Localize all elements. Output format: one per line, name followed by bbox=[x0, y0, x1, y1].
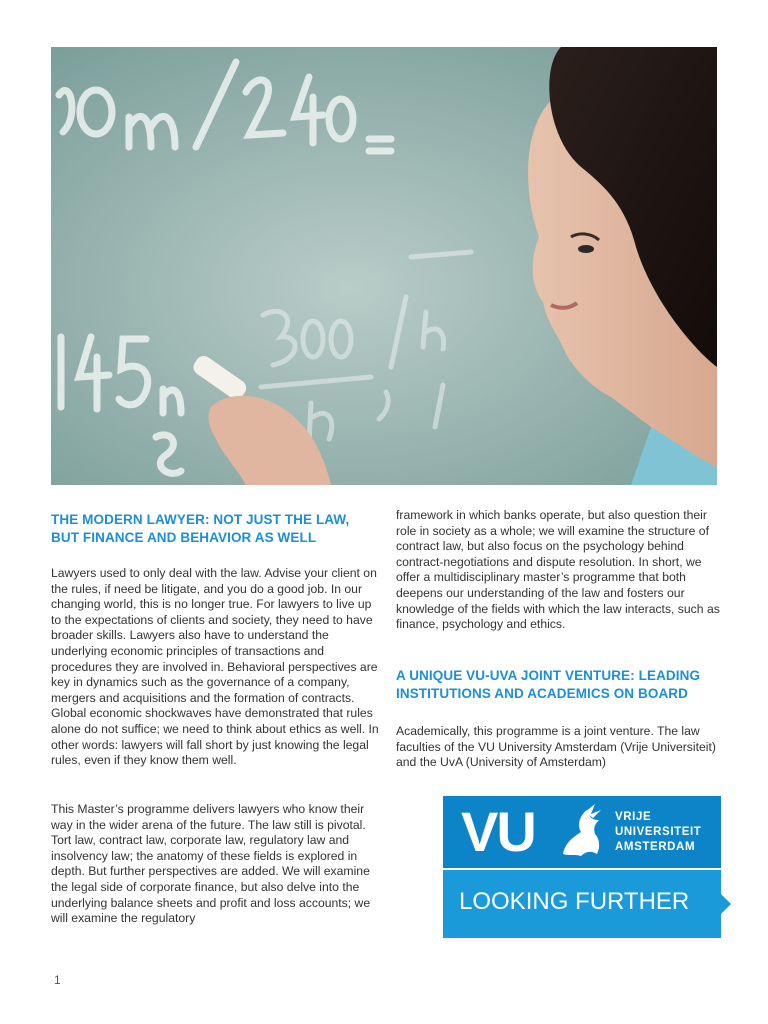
page-number: 1 bbox=[54, 973, 61, 987]
section-heading-joint-venture bbox=[396, 667, 726, 703]
hero-photo bbox=[51, 47, 717, 485]
heading-line: INSTITUTIONS AND ACADEMICS ON BOARD bbox=[396, 686, 688, 701]
vu-logo bbox=[443, 796, 721, 938]
heading-line: A UNIQUE VU-UVA JOINT VENTURE: LEADING bbox=[396, 668, 701, 683]
university-name bbox=[615, 810, 701, 855]
vu-logo-slogan-panel bbox=[443, 870, 721, 938]
arrow-right-icon bbox=[721, 894, 731, 914]
body-paragraph: framework in which banks operate, but also question their role in society as a whole; we will examine the structure of contract law, but also focus on the psychology behind contract-negotiations and dispute resolution. In short, we offer a multidisciplinary master’s programme that both deepens our understanding of the law and fosters our knowledge of the fields with which the law interacts, such as finance, psychology and ethics. bbox=[396, 508, 720, 632]
slogan: LOOKING FURTHER bbox=[459, 888, 690, 915]
griffin-icon bbox=[555, 802, 605, 862]
body-paragraph: Lawyers used to only deal with the law. Advise your client on the rules, if need be litigate, and you do a good job. In our changing world, this is no longer true. For lawyers to live up to the expectations of clients and society, they need to have broader skills. Lawyers also have to understand the underlying economic principles of transactions and procedures they are involved in. Behavioral perspectives are key in dynamics such as the governance of a company, mergers and acquisitions and the formation of contracts. Global economic shockwaves have demonstrated that rules alone do not suffice; we need to think about ethics as well. In other words: lawyers will fall short by just knowing the legal rules, even if they know them well. bbox=[51, 566, 379, 768]
body-paragraph: Academically, this programme is a joint venture. The law faculties of the VU University Amsterdam (Vrije Universiteit) and the UvA (University of Amsterdam) bbox=[396, 724, 716, 770]
heading-line: BUT FINANCE AND BEHAVIOR AS WELL bbox=[51, 530, 317, 545]
vu-logo-top-panel bbox=[443, 796, 721, 868]
section-heading-modern-lawyer bbox=[51, 511, 371, 547]
chalkboard-scene bbox=[51, 47, 717, 485]
body-paragraph: This Master’s programme delivers lawyers who know their way in the wider arena of the future. The law still is pivotal. Tort law, contract law, corporate law, regulatory law and insolvency law; the anatomy of these fields is explored in depth. But further perspectives are added. We will examine the legal side of corporate finance, but also delve into the underlying balance sheets and profit and loss accounts; we will examine the regulatory bbox=[51, 802, 371, 926]
heading-line: THE MODERN LAWYER: NOT JUST THE LAW, bbox=[51, 512, 350, 527]
vu-letters: VU bbox=[461, 800, 535, 863]
university-name-line: AMSTERDAM bbox=[615, 841, 696, 853]
university-name-line: UNIVERSITEIT bbox=[615, 826, 702, 838]
university-name-line: VRIJE bbox=[615, 811, 652, 823]
